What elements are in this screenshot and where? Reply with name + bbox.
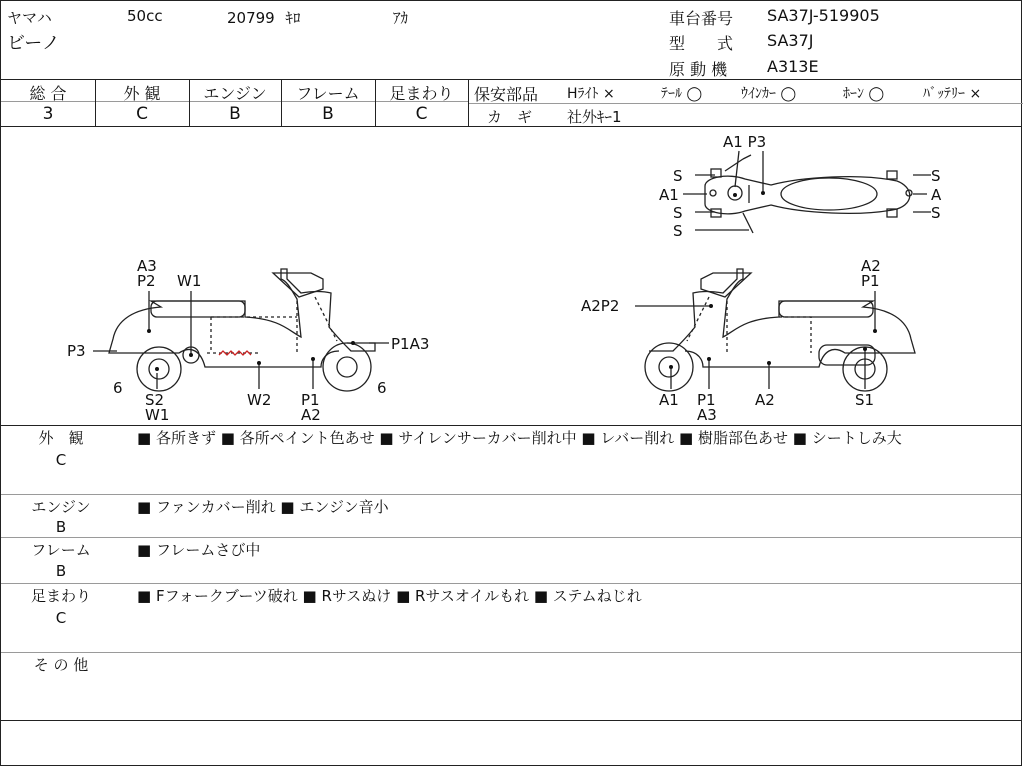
diagram-label: A2: [755, 391, 775, 409]
maker: ヤマハ: [7, 9, 52, 27]
note-grade: C: [55, 609, 67, 627]
grade-label-engine: エンジン: [203, 84, 267, 103]
note-text: ■ フレームさび中: [137, 541, 261, 559]
diagram-label: S1: [855, 391, 875, 409]
diagram-label: P1: [861, 272, 880, 290]
diagram-label: A1 P3: [723, 133, 767, 151]
diagram-label: A2: [861, 257, 881, 275]
note-category: 外 観: [38, 429, 84, 447]
diagram-label: P3: [67, 342, 86, 360]
mileage-value: 20799: [227, 9, 275, 27]
winker-status: ｳｲﾝｶｰ ◯: [741, 86, 797, 102]
note-text: ■ ファンカバー削れ ■ エンジン音小: [137, 498, 389, 516]
chassis-label: 車台番号: [669, 9, 734, 28]
diagram-label: W2: [247, 391, 272, 409]
diagram-label: A3: [697, 406, 717, 424]
key-label: カ ギ: [487, 108, 533, 126]
diagram-label: S: [673, 167, 683, 185]
grade-label-overall: 総 合: [29, 84, 67, 103]
diagram-label: S: [673, 204, 683, 222]
safety-parts-label: 保安部品: [474, 85, 539, 104]
battery-status: ﾊﾞｯﾃﾘｰ ×: [923, 86, 982, 102]
grade-value-exterior: C: [136, 104, 148, 124]
damage-diagram: [1, 127, 1023, 425]
grade-label-frame: フレーム: [296, 84, 360, 103]
note-category: フレーム: [31, 541, 91, 559]
note-grade: B: [55, 518, 67, 536]
grade-value-overall: 3: [42, 104, 54, 124]
diagram-label: A1: [659, 186, 679, 204]
divider: [1, 79, 1021, 80]
type-value: SA37J: [767, 31, 814, 50]
diagram-label: S2: [145, 391, 165, 409]
diagram-label: S: [673, 222, 683, 240]
diagram-label: P1A3: [391, 335, 430, 353]
divider: [469, 103, 1023, 104]
note-category: エンジン: [31, 498, 91, 516]
grade-value-frame: B: [322, 104, 334, 124]
note-text: ■ 各所きず ■ 各所ペイント色あせ ■ サイレンサーカバー削れ中 ■ レバー削れ ■ 樹脂部色あせ ■ シートしみ大: [137, 429, 902, 447]
note-grade: B: [55, 562, 67, 580]
diagram-label: P1: [301, 391, 320, 409]
type-label: 型 式: [669, 34, 734, 53]
note-grade: C: [55, 451, 67, 469]
displacement: 50cc: [127, 7, 163, 25]
diagram-label: W1: [177, 272, 202, 290]
diagram-label: P1: [697, 391, 716, 409]
damage-mark: [219, 351, 251, 355]
note-text: ■ Fフォークブーツ破れ ■ Rサスぬけ ■ Rサスオイルもれ ■ ステムねじれ: [137, 587, 642, 605]
leader-lines: [93, 151, 931, 389]
headlight-status: Hﾗｲﾄ ×: [567, 86, 615, 102]
model-name: ビーノ: [7, 33, 60, 54]
diagram-label: 6: [377, 379, 387, 397]
diagram-label: A2P2: [581, 297, 620, 315]
diagram-label: A2: [301, 406, 321, 424]
mileage-unit: ｷﾛ: [285, 9, 301, 27]
engine-model-label: 原 動 機: [669, 60, 728, 79]
diagram-labels: [67, 133, 942, 424]
tail-status: ﾃｰﾙ ◯: [661, 86, 703, 102]
grade-label-suspension: 足まわり: [389, 84, 454, 103]
color: ｱｶ: [393, 9, 409, 27]
key-value: 社外ｷｰ1: [567, 108, 622, 126]
engine-model-value: A313E: [767, 57, 819, 76]
diagram-label: 6: [113, 379, 123, 397]
diagram-label: S: [931, 167, 941, 185]
mileage: [227, 7, 301, 28]
diagram-label: A: [931, 186, 942, 204]
diagram-label: P2: [137, 272, 156, 290]
grade-label-exterior: 外 観: [123, 84, 161, 103]
note-category: そ の 他: [33, 656, 89, 674]
diagram-label: S: [931, 204, 941, 222]
diagram-label: A3: [137, 257, 157, 275]
diagram-label: W1: [145, 406, 170, 424]
note-category: 足まわり: [30, 587, 91, 605]
diagram-label: A1: [659, 391, 679, 409]
horn-status: ﾎｰﾝ ◯: [843, 86, 885, 102]
grade-value-engine: B: [229, 104, 241, 124]
chassis-number: SA37J-519905: [767, 6, 880, 25]
grade-value-suspension: C: [415, 104, 428, 124]
